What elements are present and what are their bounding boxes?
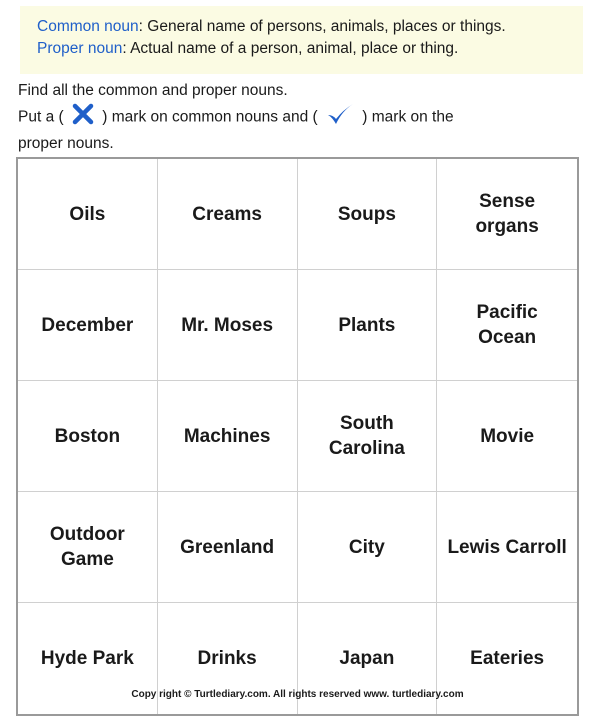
- noun-label: South Carolina: [328, 413, 405, 459]
- noun-label: December: [41, 314, 134, 336]
- proper-noun-text: : Actual name of a person, animal, place or thing.: [122, 40, 459, 57]
- instruction-line-3: proper nouns.: [18, 135, 114, 152]
- common-noun-term: Common noun: [37, 18, 139, 35]
- noun-label: Mr. Moses: [181, 314, 274, 336]
- noun-cell[interactable]: [298, 492, 438, 603]
- noun-label: Soups: [337, 203, 396, 225]
- noun-label: Greenland: [180, 536, 275, 558]
- instruction-line-1: Find all the common and proper nouns.: [18, 82, 288, 99]
- noun-label: Machines: [183, 425, 271, 447]
- proper-noun-definition: [37, 38, 583, 60]
- noun-label: Plants: [338, 314, 396, 336]
- cross-icon: [71, 103, 95, 132]
- noun-cell[interactable]: [18, 381, 158, 492]
- instructions: [18, 80, 578, 155]
- noun-cell[interactable]: [18, 492, 158, 603]
- noun-label: Outdoor Game: [49, 524, 125, 570]
- noun-cell[interactable]: [437, 159, 577, 270]
- noun-label: Japan: [339, 648, 395, 669]
- instruction-text-c: ) mark on the: [362, 108, 454, 126]
- definitions-box: [20, 6, 583, 74]
- noun-cell[interactable]: [437, 492, 577, 603]
- instruction-line-2: [18, 102, 578, 133]
- noun-cell[interactable]: [437, 270, 577, 381]
- check-icon: [325, 102, 355, 133]
- noun-cell[interactable]: [158, 159, 298, 270]
- common-noun-text: : General name of persons, animals, places or things.: [138, 18, 506, 35]
- noun-cell[interactable]: [18, 159, 158, 270]
- noun-label: Lewis Carroll: [447, 536, 567, 558]
- noun-label: City: [348, 536, 385, 558]
- noun-grid: [16, 157, 579, 716]
- instruction-text-b: ) mark on common nouns and (: [102, 108, 318, 126]
- noun-label: Creams: [192, 203, 262, 225]
- noun-label: Oils: [69, 203, 106, 225]
- instruction-text-a: Put a (: [18, 108, 64, 126]
- noun-label: Movie: [480, 425, 535, 447]
- noun-cell[interactable]: [437, 381, 577, 492]
- noun-label: Boston: [54, 425, 121, 447]
- noun-label: Eateries: [470, 648, 545, 669]
- noun-label: Sense organs: [475, 191, 539, 237]
- proper-noun-term: Proper noun: [37, 40, 123, 57]
- noun-cell[interactable]: [158, 492, 298, 603]
- noun-cell[interactable]: [298, 159, 438, 270]
- noun-label: Hyde Park: [40, 648, 134, 669]
- noun-cell[interactable]: [298, 381, 438, 492]
- noun-label: Pacific Ocean: [476, 302, 538, 348]
- noun-cell[interactable]: [298, 270, 438, 381]
- noun-cell[interactable]: [18, 270, 158, 381]
- noun-label: Drinks: [197, 648, 257, 669]
- copyright-footer: Copy right © Turtlediary.com. All rights reserved www. turtlediary.com: [131, 689, 464, 700]
- noun-cell[interactable]: [158, 270, 298, 381]
- common-noun-definition: [37, 16, 583, 38]
- noun-cell[interactable]: [158, 381, 298, 492]
